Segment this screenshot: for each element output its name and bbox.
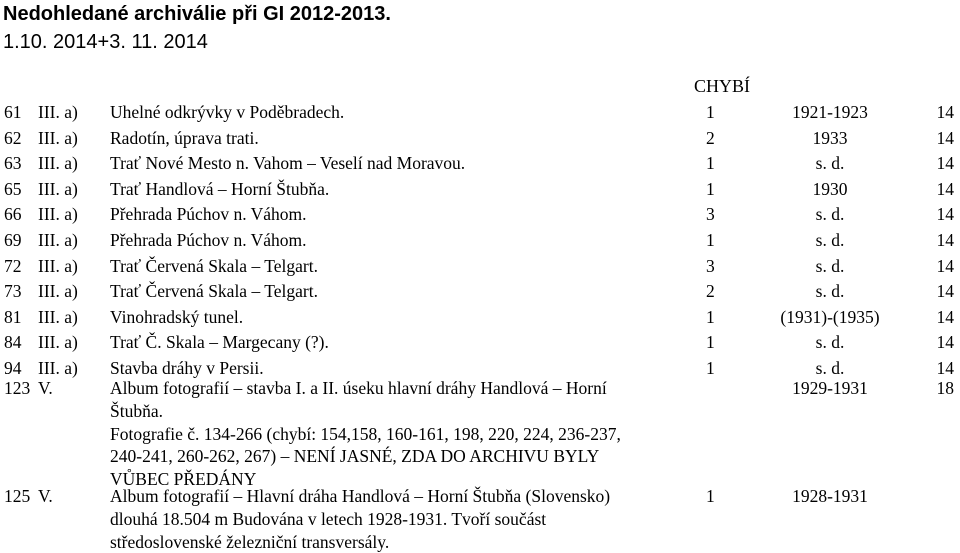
missing-column-header: CHYBÍ — [694, 76, 751, 96]
row-description: Trať Červená Skala – Telgart. — [110, 281, 318, 302]
row-signature: III. a) — [38, 127, 78, 148]
row-box: 14 — [936, 153, 954, 174]
row-count: 3 — [706, 255, 715, 276]
table-row — [0, 127, 960, 149]
row-box: 18 — [936, 378, 954, 398]
row-count: 1 — [706, 358, 715, 378]
row-number: 66 — [4, 204, 22, 225]
row-number: 61 — [4, 102, 22, 122]
row-123-description — [110, 377, 670, 491]
row-count: 1 — [706, 306, 715, 327]
row-signature: III. a) — [38, 358, 78, 378]
row-description: Trať Nové Mesto n. Vahom – Veselí nad Moravou. — [110, 153, 466, 174]
table-row — [0, 101, 960, 123]
row-count: 1 — [706, 102, 715, 122]
table-row — [0, 255, 960, 277]
table-row — [0, 331, 960, 353]
row-years: 1930 — [812, 178, 848, 199]
row-signature: III. a) — [38, 281, 78, 302]
row-description: Radotín, úprava trati. — [110, 127, 259, 148]
row-years: s. d. — [815, 281, 845, 302]
row-description: Stavba dráhy v Persii. — [110, 358, 264, 378]
row-number: 73 — [4, 281, 22, 302]
row-description: Uhelné odkrývky v Poděbradech. — [110, 102, 345, 122]
row-number: 63 — [4, 153, 22, 174]
row-description: Trať Červená Skala – Telgart. — [110, 255, 318, 276]
row-signature: III. a) — [38, 230, 78, 250]
row-count: 1 — [706, 230, 715, 250]
table-row — [0, 357, 960, 379]
row-description: Trať Handlová – Horní Štubňa. — [110, 178, 330, 199]
row-number: 62 — [4, 127, 22, 148]
description-line: Štubňa. — [110, 400, 163, 421]
row-years: 1933 — [812, 127, 848, 148]
row-years: 1929-1931 — [792, 378, 868, 398]
row-count: 1 — [706, 486, 715, 506]
description-line: Album fotografií – stavba I. a II. úseku hlavní dráhy Handlová – Horní — [110, 378, 607, 398]
row-number: 81 — [4, 306, 22, 327]
row-signature: III. a) — [38, 332, 78, 353]
row-years: s. d. — [815, 255, 845, 276]
row-number: 94 — [4, 358, 22, 378]
row-description: Trať Č. Skala – Margecany (?). — [110, 332, 329, 353]
row-number: 123 — [4, 378, 31, 398]
document-title: Nedohledané archiválie při GI 2012-2013. — [3, 3, 391, 25]
table-row — [0, 280, 960, 302]
row-years: s. d. — [815, 153, 845, 174]
row-description: Přehrada Púchov n. Váhom. — [110, 230, 307, 250]
description-line: VŮBEC PŘEDÁNY — [110, 469, 257, 490]
row-count: 1 — [706, 332, 715, 353]
description-line: Album fotografií – Hlavní dráha Handlová – Horní Štubňa (Slovensko) — [110, 486, 611, 506]
row-box: 14 — [936, 230, 954, 250]
row-number: 65 — [4, 178, 22, 199]
row-box: 14 — [936, 358, 954, 378]
row-signature: III. a) — [38, 102, 78, 122]
row-count: 2 — [706, 281, 715, 302]
row-years: (1931)-(1935) — [780, 306, 880, 327]
row-box: 14 — [936, 102, 954, 122]
table-row — [0, 306, 960, 328]
row-years: s. d. — [815, 230, 845, 250]
row-number: 69 — [4, 230, 22, 250]
description-line: středoslovenské železniční transversály. — [110, 531, 390, 552]
document-date: 1.10. 2014+3. 11. 2014 — [3, 31, 208, 53]
row-years: s. d. — [815, 204, 845, 225]
description-line: dlouhá 18.504 m Budována v letech 1928-1931. Tvoří součást — [110, 508, 547, 529]
row-count: 1 — [706, 178, 715, 199]
table-row — [0, 178, 960, 200]
row-signature: III. a) — [38, 306, 78, 327]
row-years: 1928-1931 — [792, 486, 868, 506]
description-line: Fotografie č. 134-266 (chybí: 154,158, 160-161, 198, 220, 224, 236-237, — [110, 423, 621, 444]
row-signature: V. — [38, 378, 53, 398]
row-years: s. d. — [815, 332, 845, 353]
row-count: 3 — [706, 204, 715, 225]
row-125-description — [110, 485, 670, 553]
row-signature: III. a) — [38, 255, 78, 276]
row-signature: III. a) — [38, 204, 78, 225]
row-box: 14 — [936, 178, 954, 199]
row-box: 14 — [936, 204, 954, 225]
table-row — [0, 152, 960, 174]
row-years: 1921-1923 — [792, 102, 868, 122]
table-row — [0, 203, 960, 225]
row-signature: III. a) — [38, 178, 78, 199]
row-box: 14 — [936, 127, 954, 148]
row-signature: V. — [38, 486, 53, 506]
row-signature: III. a) — [38, 153, 78, 174]
row-years: s. d. — [815, 358, 845, 378]
row-number: 72 — [4, 255, 22, 276]
row-box: 14 — [936, 306, 954, 327]
row-number: 125 — [4, 486, 31, 506]
row-box: 14 — [936, 332, 954, 353]
row-description: Vinohradský tunel. — [110, 306, 244, 327]
row-count: 1 — [706, 153, 715, 174]
row-box: 14 — [936, 281, 954, 302]
row-count: 2 — [706, 127, 715, 148]
description-line: 240-241, 260-262, 267) – NENÍ JASNÉ, ZDA DO ARCHIVU BYLY — [110, 446, 600, 467]
table-row — [0, 229, 960, 251]
row-box: 14 — [936, 255, 954, 276]
row-number: 84 — [4, 332, 22, 353]
row-description: Přehrada Púchov n. Váhom. — [110, 204, 307, 225]
